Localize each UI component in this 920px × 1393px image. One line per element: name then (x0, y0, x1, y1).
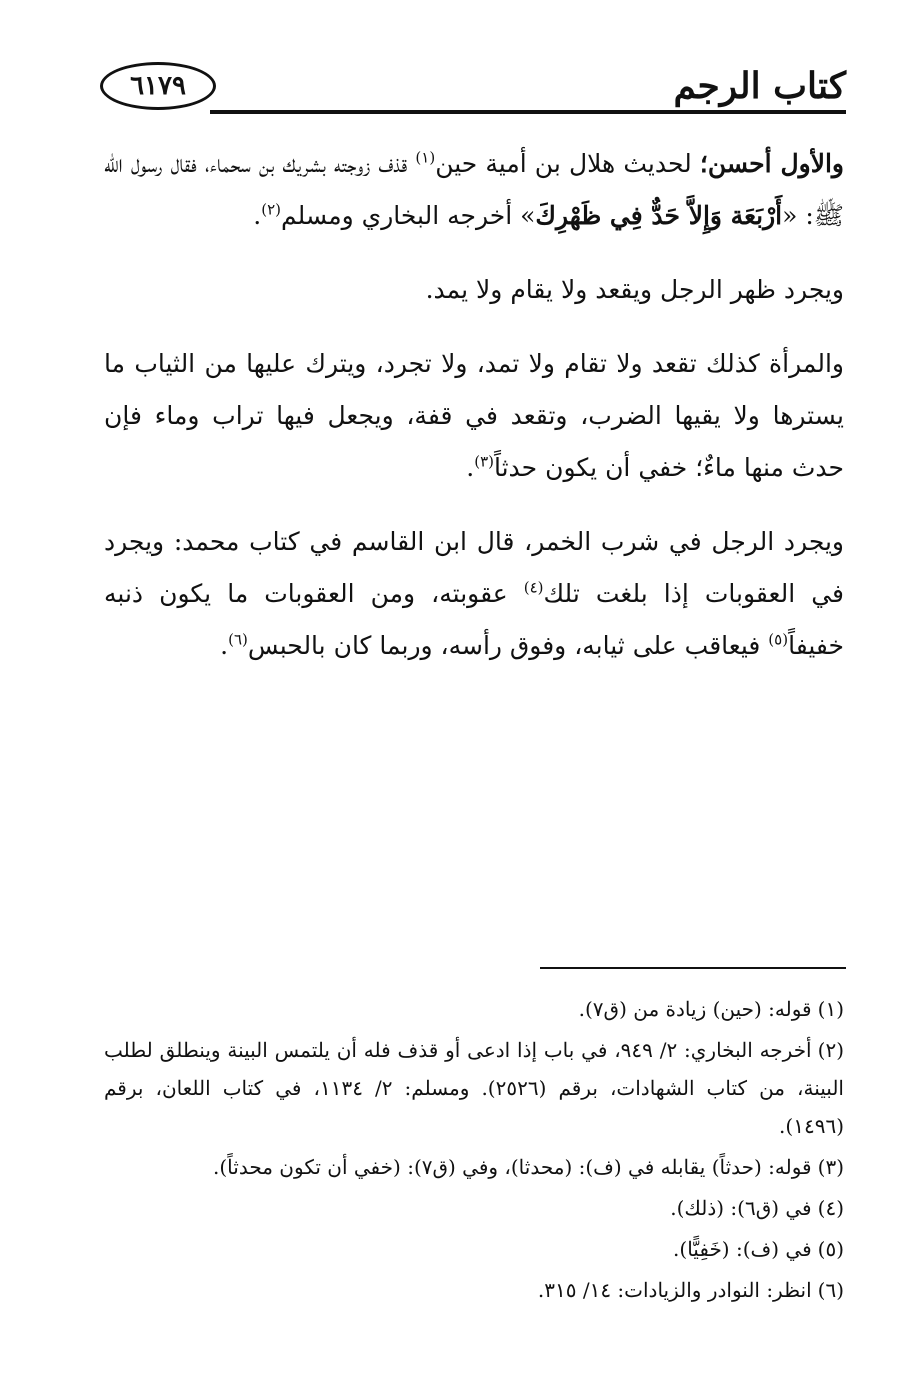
footnote-1 (104, 990, 844, 1028)
footnote-ref-3[interactable]: (٣) (474, 452, 494, 471)
footnote-number: (٦) (817, 1278, 844, 1302)
paragraph-1-text-b: قذف زوجته بشريك بن سحماء، فقال رسول الله ﷺ: « (104, 149, 844, 230)
paragraph-1 (104, 138, 844, 242)
footnote-number: (٥) (817, 1237, 844, 1261)
page-number: ٦١٧٩ (100, 62, 216, 110)
footnote-2 (104, 1031, 844, 1145)
footnote-number: (٢) (817, 1038, 844, 1062)
paragraph-4 (104, 516, 844, 672)
paragraph-3 (104, 338, 844, 494)
footnote-3 (104, 1148, 844, 1186)
paragraph-1-text-d: . (253, 201, 262, 230)
footnote-number: (٤) (817, 1196, 844, 1220)
footnote-ref-2[interactable]: (٢) (261, 200, 282, 219)
footnote-6 (104, 1271, 844, 1309)
footnote-number: (١) (817, 997, 844, 1021)
paragraph-1-text-a: لحديث هلال بن أمية حين (435, 149, 700, 178)
header-rule (210, 110, 846, 114)
footnote-5 (104, 1230, 844, 1268)
footnote-number: (٣) (817, 1155, 844, 1179)
hadith-quote: أَرْبَعَة وَإِلاَّ حَدٌّ فِي ظَهْرِكَ (535, 201, 783, 230)
footnote-text: قوله: (حدثاً) يقابله في (ف): (محدثا)، وفي (ق٧): (خفي أن تكون محدثاً). (213, 1155, 812, 1179)
paragraph-3-text-b: . (466, 453, 475, 482)
footnote-text: في (ف): (خَفِيًّا). (673, 1237, 812, 1261)
footnote-ref-6[interactable]: (٦) (228, 630, 248, 649)
paragraph-4-text-c: فيعاقب على ثيابه، وفوق رأسه، وربما كان بالحبس (247, 631, 769, 660)
paragraph-4-text-d: . (220, 631, 229, 660)
footnote-text: في (ق٦): (ذلك). (670, 1196, 812, 1220)
footnote-text: قوله: (حين) زيادة من (ق٧). (578, 997, 812, 1021)
paragraph-1-lead: والأول أحسن؛ (699, 149, 845, 178)
footnote-ref-4[interactable]: (٤) (523, 578, 544, 597)
footnote-ref-1[interactable]: (١) (415, 148, 436, 167)
footnote-text: أخرجه البخاري: ٢/ ٩٤٩، في باب إذا ادعى أو قذف فله أن يلتمس البينة وينطلق لطلب البينة، من كتاب الشهادات، برقم (٢٥٢٦). ومسلم: ٢/ ١١٣٤، في كتاب اللعان، برقم (١٤٩٦). (104, 1038, 844, 1138)
paragraph-4-text-a: ويجرد الرجل في شرب الخمر، قال ابن القاسم في كتاب محمد: ويجرد في العقوبات إذا بلغت تلك (104, 527, 844, 608)
footnote-ref-5[interactable]: (٥) (768, 630, 789, 649)
page-header (100, 58, 846, 118)
running-title: كتاب الرجم (673, 65, 846, 107)
paragraph-1-text-c: » أخرجه البخاري ومسلم (281, 201, 536, 230)
footnote-4 (104, 1189, 844, 1227)
paragraph-3-text-a: والمرأة كذلك تقعد ولا تقام ولا تمد، ولا تجرد، ويترك عليها من الثياب ما يسترها ولا يقيها الضرب، وتقعد في قفة، ويجعل فيها تراب وماء فإن حدث منها ماءٌ؛ خفي أن يكون حدثاً (104, 349, 844, 482)
footnotes (104, 990, 844, 1312)
main-text (104, 138, 844, 694)
paragraph-2: ويجرد ظهر الرجل ويقعد ولا يقام ولا يمد. (425, 275, 844, 304)
footnote-separator (540, 967, 846, 969)
paragraph-4-text-b: عقوبته، ومن العقوبات ما يكون ذنبه خفيفاً (104, 579, 844, 660)
footnote-text: انظر: النوادر والزيادات: ١٤/ ٣١٥. (537, 1278, 812, 1302)
